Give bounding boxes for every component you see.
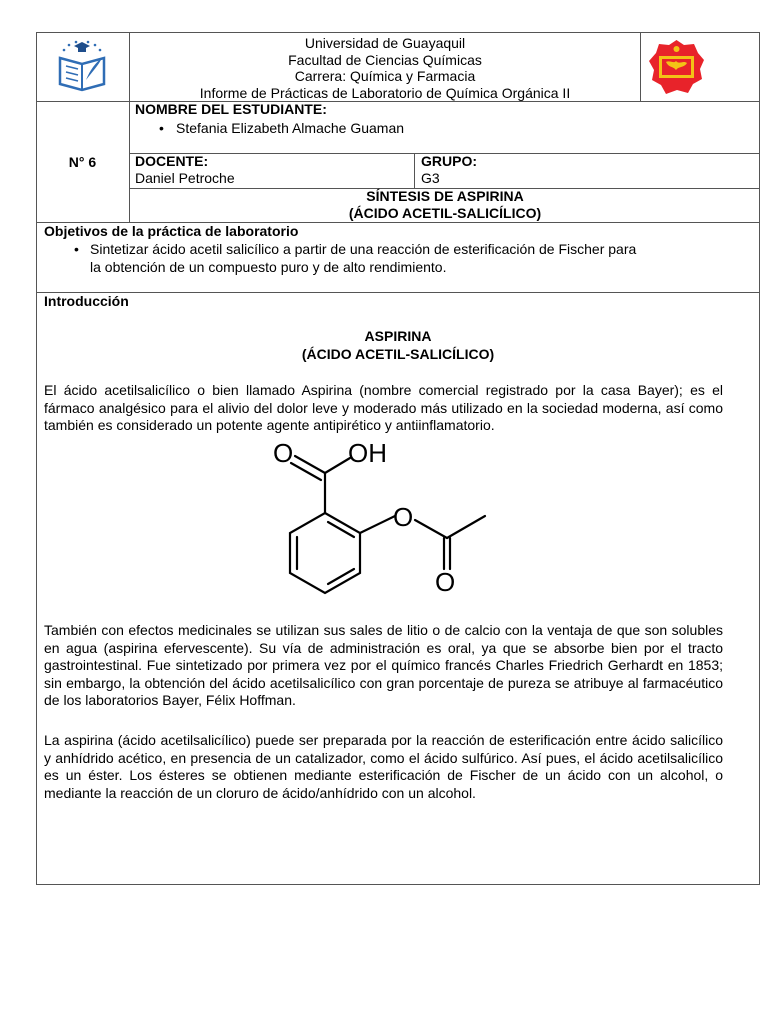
intro-paragraph-1: El ácido acetilsalicílico o bien llamado Aspirina (nombre comercial registrado por la casa Bayer); es el fármaco analgésico para el alivio del dolor leve y moderado más utilizado en la sociedad moderna, así como también es considerado un potente agente antipirético y antiinflamatorio. xyxy=(44,382,723,433)
practice-title-line2: (ÁCIDO ACETIL-SALICÍLICO) xyxy=(348,205,542,221)
ester-oxygen: O xyxy=(393,502,414,532)
aspirin-structure xyxy=(270,436,500,596)
intro-subtitle2: (ÁCIDO ACETIL-SALICÍLICO) xyxy=(301,346,495,362)
faculty-name: Facultad de Ciencias Químicas xyxy=(288,51,482,68)
intro-subtitle1: ASPIRINA xyxy=(364,328,432,344)
table-divider xyxy=(414,153,415,188)
group-value: G3 xyxy=(421,170,440,186)
practice-title-line1: SÍNTESIS DE ASPIRINA xyxy=(366,188,524,204)
faculty-logo xyxy=(648,38,705,96)
objective-line2: la obtención de un compuesto puro y de alto rendimiento. xyxy=(90,259,447,275)
student-label: NOMBRE DEL ESTUDIANTE: xyxy=(135,101,327,117)
university-name: Universidad de Guayaquil xyxy=(304,35,466,51)
career-name: Carrera: Química y Farmacia xyxy=(294,68,476,84)
student-name: Stefania Elizabeth Almache Guaman xyxy=(176,120,405,136)
teacher-name: Daniel Petroche xyxy=(135,170,235,186)
practice-number: N° 6 xyxy=(68,154,97,170)
intro-paragraph-2: También con efectos medicinales se utilizan sus sales de litio o de calcio con la ventaja de que son solubles en agua (aspirina efervescente). Su vía de administración es oral, ya que se absorbe bien por el tracto gastrointestinal. Fue sintetizado por primera vez por el químico francés Charles Friedrich Gerhardt en 1853; sin embargo, la obtención del ácido acetilsalicílico con gran porcentaje de pureza se atribuye al farmacéutico de los laboratorios Bayer, Félix Hoffman. xyxy=(44,622,723,708)
objective-bullet: • xyxy=(74,241,79,257)
university-logo xyxy=(52,36,112,96)
table-divider xyxy=(640,32,641,101)
intro-paragraph-3: La aspirina (ácido acetilsalicílico) puede ser preparada por la reacción de esterificación entre ácido salicílico y anhídrido acético, en presencia de un catalizador, como el ácido sulfúrico. Así pues, el ácido acetilsalicílico es un éster. Los ésteres se obtienen mediante esterificación de Fischer de un ácido con un alcohol, o mediante la reacción de un cloruro de ácido/anhídrido con un alcohol. xyxy=(44,732,723,801)
group-label: GRUPO: xyxy=(421,153,477,169)
teacher-label: DOCENTE: xyxy=(135,153,209,169)
carbonyl-oxygen: O xyxy=(273,438,294,468)
hydroxyl-group: OH xyxy=(348,438,387,468)
student-bullet: • xyxy=(159,120,164,136)
ester-carbonyl-oxygen: O xyxy=(435,567,456,597)
intro-heading: Introducción xyxy=(44,293,129,309)
table-divider xyxy=(36,292,760,293)
report-title: Informe de Prácticas de Laboratorio de Química Orgánica II xyxy=(199,84,571,101)
objectives-heading: Objetivos de la práctica de laboratorio xyxy=(44,223,299,239)
objective-line1: Sintetizar ácido acetil salicílico a partir de una reacción de esterificación de Fischer para xyxy=(90,241,637,257)
